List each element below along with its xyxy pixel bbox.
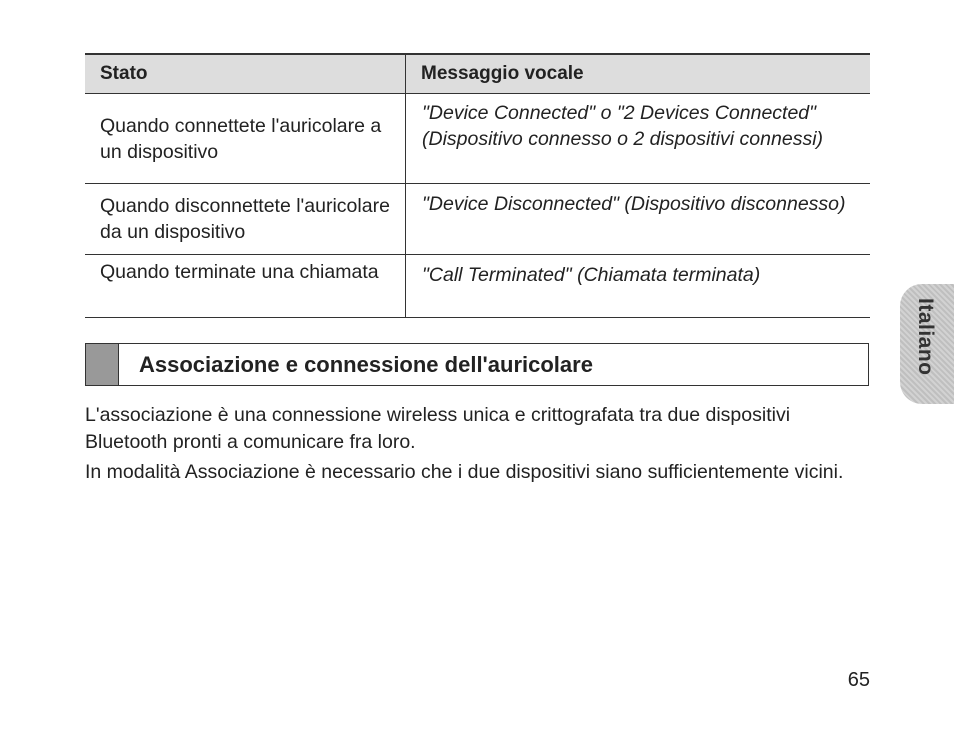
language-side-tab — [900, 284, 954, 404]
table-row — [85, 255, 870, 318]
table-row — [85, 184, 870, 255]
voice-message-cell: "Device Disconnected" (Dispositivo disconnesso) — [406, 184, 871, 255]
voice-message-cell: "Device Connected" o "2 Devices Connected" (Dispositivo connesso o 2 dispositivi connessi) — [406, 94, 871, 184]
header-voice-message: Messaggio vocale — [406, 54, 871, 94]
table-row — [85, 94, 870, 184]
status-cell: Quando connettete l'auricolare a un dispositivo — [85, 94, 406, 184]
section-title: Associazione e connessione dell'auricolare — [139, 352, 593, 377]
voice-message-table — [85, 53, 870, 318]
paragraph-pairing-mode: In modalità Associazione è necessario che i due dispositivi siano sufficientemente vicini. — [85, 461, 844, 483]
page-number: 65 — [847, 669, 870, 691]
voice-message-cell: "Call Terminated" (Chiamata terminata) — [406, 255, 871, 318]
table-header-row — [85, 54, 870, 94]
status-cell: Quando terminate una chiamata — [85, 255, 406, 318]
header-status: Stato — [85, 54, 406, 94]
paragraph-pairing-definition: L'associazione è una connessione wireless unica e crittografata tra due dispositivi Bluetooth pronti a comunicare fra loro. — [85, 404, 791, 453]
heading-marker — [86, 344, 119, 385]
status-cell: Quando disconnettete l'auricolare da un dispositivo — [85, 184, 406, 255]
language-label: Italiano — [914, 298, 937, 376]
section-heading — [85, 343, 869, 386]
